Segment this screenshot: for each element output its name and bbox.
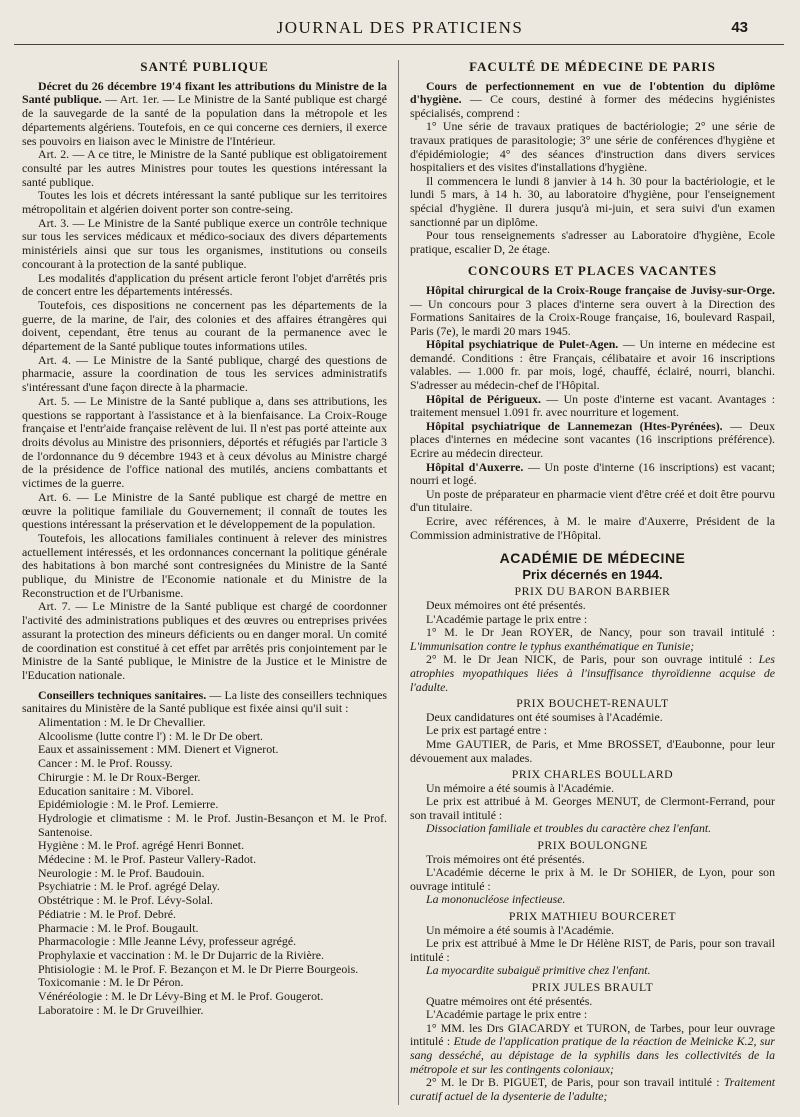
- decree-text: Art. 5. — Le Ministre de la Santé publique a, dans ses attributions, les questions se rapportant à l'assistance et à la bienfaisance. La Croix-Rouge française et l'entr'aide française relèvent de lui. Il n'est pas porté atteinte aux droits dévolus au Ministre des prisonniers, déportés et réfugiés par l'article 3 de l'ordonnance du 9 décembre 1943 et à ceux dévolus au Ministre chargé de la présidence de l'office national des mutilés, anciens combattants et victimes de la guerre.: [22, 393, 387, 491]
- prize-name: PRIX BOUCHET-RENAULT: [516, 696, 669, 711]
- prize-entry-text: 1° MM. les Drs GIACARDY et TURON, de Tarbes, pour leur ouvrage intitulé :: [410, 1020, 775, 1049]
- decree-paragraph: [22, 600, 387, 682]
- advisor-entry: Pharmacologie : Mlle Jeanne Lévy, professeur agrégé.: [38, 934, 297, 949]
- prize-entry-title: La myocardite subaiguë primitive chez l'enfant.: [426, 963, 651, 978]
- course-paragraph: [410, 229, 775, 256]
- advisor-entry: Phtisiologie : M. le Prof. F. Bezançon et M. le Dr Pierre Bourgeois.: [38, 961, 359, 976]
- decree-paragraph: [22, 491, 387, 532]
- prize-entry-title: Dissociation familiale et troubles du caractère chez l'enfant.: [426, 821, 712, 836]
- prize-name: PRIX DU BARON BARBIER: [514, 584, 671, 599]
- prize-name: PRIX JULES BRAULT: [531, 980, 654, 994]
- decree-text: Toutes les lois et décrets intéressant la santé publique sur les territoires métropolitain et algérien doivent porter son contre-seing.: [22, 188, 387, 217]
- prize-line: Quatre mémoires ont été présentés.: [426, 993, 593, 1008]
- vacancy-hospital: Hôpital psychiatrique de Lannemezan (Htes-Pyrénées).: [426, 418, 723, 433]
- advisor-entry: Neurologie : M. le Prof. Baudouin.: [38, 865, 205, 880]
- prizes-block: [410, 585, 775, 1103]
- advisor-entry: Toxicomanie : M. le Dr Péron.: [38, 975, 184, 990]
- prize-entry-text: 2° M. le Dr Jean NICK, de Paris, pour son ouvrage intitulé :: [426, 652, 753, 667]
- vacancy-paragraph: [410, 338, 775, 392]
- vacancy-extra: Un poste de préparateur en pharmacie vient d'être créé et doit être pourvu d'un titulaire.: [410, 486, 775, 515]
- vacancy-hospital: Hôpital d'Auxerre.: [426, 459, 524, 474]
- advisor-entry: Laboratoire : M. le Dr Gruveilhier.: [38, 1002, 204, 1017]
- vacancy-paragraph: [410, 461, 775, 488]
- vacancy-extra: Ecrire, avec références, à M. le maire d'Auxerre, Président de la Commission administrative de l'Hôpital.: [410, 514, 775, 542]
- decree-paragraph: [22, 189, 387, 216]
- advisor-entry: Obstétrique : M. le Prof. Lévy-Solal.: [38, 893, 214, 908]
- decree-text: Art. 2. — A ce titre, le Ministre de la Santé publique est obligatoirement consulté par les autres Ministres pour toutes les questions intéressant la santé publique.: [22, 147, 387, 189]
- prize-entry-text: 1° M. le Dr Jean ROYER, de Nancy, pour son travail intitulé :: [426, 625, 775, 640]
- advisor-entry: Pédiatrie : M. le Prof. Debré.: [38, 906, 177, 921]
- prize-entry-text: 2° M. le Dr B. PIGUET, de Paris, pour son travail intitulé :: [426, 1075, 720, 1090]
- decree-text: Art. 7. — Le Ministre de la Santé publique est chargé de coordonner l'activité des administrations publiques et des œuvres ou entreprises privées assurant la protection des mineurs déficients ou en danger moral. Un comité de coordination est constitué à cet effet par arrêtés pris conjointement par le Ministre de la Santé publique, le Ministre de la Justice et le Ministre de l'Education nationale.: [22, 599, 387, 682]
- advisor-entry: Médecine : M. le Prof. Pasteur Vallery-Radot.: [38, 852, 257, 867]
- advisor-entry: Cancer : M. le Prof. Roussy.: [38, 756, 173, 771]
- decree-paragraph: [22, 148, 387, 189]
- advisor-entry: Education sanitaire : M. Viborel.: [38, 783, 194, 798]
- prize-line: Deux mémoires ont été présentés.: [426, 597, 586, 612]
- advisor-entry: Chirurgie : M. le Dr Roux-Berger.: [38, 769, 201, 784]
- section-title-academie: ACADÉMIE DE MÉDECINE: [499, 550, 686, 567]
- advisor-entry: Hydrologie et climatisme : M. le Prof. Justin-Besançon et M. le Prof. Santenoise.: [38, 810, 387, 839]
- section-title-concours: CONCOURS ET PLACES VACANTES: [467, 263, 718, 279]
- decree-paragraph: [22, 299, 387, 354]
- page-number: 43: [731, 19, 748, 36]
- prize-line: Trois mémoires ont été présentés.: [426, 851, 585, 866]
- right-column: [410, 60, 775, 1103]
- decree-text: Toutefois, ces dispositions ne concernent pas les départements de la guerre, de la marine, de l'air, des colonies et des affaires étrangères qui doivent, cependant, être tenus au courant de la permanence avec le département de la Santé publique toutes informations utiles.: [22, 297, 387, 354]
- advisor-entry: Psychiatrie : M. le Prof. agrégé Delay.: [38, 879, 220, 894]
- header-rule: [14, 44, 784, 45]
- advisor-entry: Pharmacie : M. le Prof. Bougault.: [38, 920, 199, 935]
- vacancy-hospital: Hôpital chirurgical de la Croix-Rouge française de Juvisy-sur-Orge.: [426, 282, 775, 297]
- course-text: — Ce cours, destiné à former des médecins hygiénistes spécialisés, comprend :: [410, 92, 775, 120]
- advisor-entry: Alcoolisme (lutte contre l') : M. le Dr De obert.: [38, 728, 264, 743]
- advisors-list: [22, 716, 387, 1017]
- prize-entry-title: Les atrophies myopathiques liées à l'insuffisance thyroïdienne acquise de l'adulte.: [410, 652, 775, 694]
- decree-paragraph: [22, 395, 387, 491]
- vacancy-paragraph: [410, 284, 775, 338]
- advisors-block: [22, 689, 387, 1018]
- column-divider: [398, 60, 399, 1105]
- section-title-sante: SANTÉ PUBLIQUE: [140, 59, 269, 74]
- advisors-intro: [22, 689, 387, 716]
- decree-title: Décret du 26 décembre 19'4 fixant les attributions du Ministre de la Santé publique.: [22, 78, 387, 107]
- prize-entry: [410, 1076, 775, 1103]
- course-text: 1° Une série de travaux pratiques de bactériologie; 2° une série de travaux pratiques de parasitologie; 3° une série de conférences d'hygiène et d'épidémiologie; 4° des séances d'instruction dans divers services hospitaliers et des visites d'installations d'hygiène.: [410, 119, 775, 175]
- decree-block: [22, 80, 387, 683]
- prize-entry: [410, 893, 775, 907]
- prize-name: PRIX BOULONGNE: [537, 838, 648, 853]
- vacancies-block: [410, 284, 775, 542]
- decree-paragraph: [22, 532, 387, 601]
- prize-line: Le prix est attribué à Mme le Dr Hélène RIST, de Paris, pour son travail intitulé :: [410, 936, 775, 964]
- prize-name: PRIX CHARLES BOULLARD: [511, 767, 674, 782]
- prize-line: L'Académie partage le prix entre :: [426, 1007, 588, 1022]
- prize-entry-title: La mononucléose infectieuse.: [426, 892, 566, 907]
- prize-entry: [410, 964, 775, 978]
- prize-entry: [410, 1022, 775, 1076]
- vacancy-text: — Un interne en médecine est demandé. Conditions : être Français, célibataire et avoir 16 inscriptions valables. — 1.000 fr. par mois, logé, chauffé, éclairé, nourri, blanchi. S'adresser au médecin-chef de l'Hôpital.: [410, 337, 776, 393]
- prize-line: Un mémoire a été soumis à l'Académie.: [426, 780, 615, 795]
- advisor-entry: Eaux et assainissement : MM. Dienert et Vignerot.: [38, 742, 279, 757]
- decree-text: Toutefois, les allocations familiales continuent à relever des ministres actuellement intéressés, et les ordonnances concernant la politique générale des habitations à bon marché sont contresignées du Ministre de la Santé publique, du Ministre de l'Economie nationale et du Ministre de la Reconstruction et de l'Urbanisme.: [22, 530, 387, 600]
- course-title: Cours de perfectionnement en vue de l'obtention du diplôme d'hygiène.: [410, 78, 775, 107]
- prize-line: Le prix est partagé entre :: [426, 723, 548, 738]
- decree-text: Art. 3. — Le Ministre de la Santé publique exerce un contrôle technique sur tous les services médicaux et médico-sociaux des divers départements ministériels ainsi que sur tous les organismes, institutions ou conseils concourant à la protection de la santé publique.: [22, 215, 387, 271]
- advisor-entry: Vénéréologie : M. le Dr Lévy-Bing et M. le Prof. Gougerot.: [38, 989, 324, 1004]
- advisor-entry: Alimentation : M. le Dr Chevallier.: [38, 715, 206, 730]
- prize-line: L'Académie décerne le prix à M. le Dr SOHIER, de Lyon, pour son ouvrage intitulé :: [410, 865, 775, 893]
- vacancy-hospital: Hôpital de Périgueux.: [426, 391, 541, 406]
- prizes-subtitle: Prix décernés en 1944.: [522, 566, 663, 582]
- decree-text: Art. 4. — Le Ministre de la Santé publique, chargé des questions de pharmacie, assure la coordination de tous les services administratifs s'intéressant d'une façon directe à la pharmacie.: [22, 352, 387, 395]
- advisor-entry: Hygiène : M. le Prof. agrégé Henri Bonnet.: [38, 838, 245, 853]
- course-block: [410, 80, 775, 257]
- vacancy-text: — Un poste d'interne (16 inscriptions) est vacant; nourri et logé.: [410, 459, 776, 488]
- advisors-intro-text: — La liste des conseillers techniques sanitaires du Ministère de la Santé publique est fixée ainsi qu'il suit :: [22, 687, 387, 716]
- decree-paragraph: [22, 354, 387, 395]
- prize-name: PRIX MATHIEU BOURCERET: [508, 909, 677, 924]
- running-title: JOURNAL DES PRATICIENS: [276, 18, 524, 37]
- prize-entry: [410, 822, 775, 836]
- vacancy-paragraph: [410, 393, 775, 420]
- decree-text: — Art. 1er. — Le Ministre de la Santé publique est chargé de la sauvegarde de la santé de la population dans la métropole et les départements algériens. Toutefois, en ce qui concerne ces derniers, il exerce ses pouvoirs en liaison avec le Ministre de l'Intérieur.: [22, 92, 387, 148]
- prize-line: Mme GAUTIER, de Paris, et Mme BROSSET, d'Eaubonne, pour leur dévouement aux malades.: [410, 736, 775, 765]
- section-title-faculte: FACULTÉ DE MÉDECINE DE PARIS: [469, 59, 716, 74]
- decree-text: Les modalités d'application du présent article feront l'objet d'arrêtés pris de concert entre les départements intéressés.: [22, 270, 387, 299]
- vacancy-text: — Un concours pour 3 places d'interne sera ouvert à la Direction des Formations Sanitaires de la Croix-Rouge française, 16, boulevard Raspail, Paris (7e), le mardi 20 mars 1945.: [410, 296, 775, 338]
- prize-entry-title: L'immunisation contre le typhus exanthématique en Tunisie;: [410, 638, 695, 653]
- course-paragraph: [410, 120, 775, 174]
- course-text: Il commencera le lundi 8 janvier à 14 h. 30 pour la bactériologie, et le lundi 5 mars, à 14 h. 30, au laboratoire d'hygiène, pour l'enseignement spécial d'hygiène. Il durera jusqu'à mi-juin, et sera suivi d'un examen sanctionné par un diplôme.: [410, 173, 775, 229]
- decree-text: Art. 6. — Le Ministre de la Santé publique est chargé de mettre en œuvre la politique familiale du Gouvernement; il connaît de toutes les questions intéressant la préservation et le développement de la population.: [22, 489, 387, 532]
- prize-line: Un mémoire a été soumis à l'Académie.: [426, 922, 615, 937]
- prize-entry-title: Traitement curatif actuel de la dysenterie de l'adulte;: [410, 1075, 776, 1103]
- prize-line: L'Académie partage le prix entre :: [426, 611, 588, 626]
- course-paragraph: [410, 175, 775, 229]
- vacancy-text: — Un poste d'interne est vacant. Avantages : traitement mensuel 1.091 fr. avec nourriture et logement.: [410, 391, 775, 420]
- page-header: [0, 14, 800, 44]
- course-text: Pour tous renseignements s'adresser au Laboratoire d'hygiène, Ecole pratique, escalier D, 2e étage.: [410, 228, 775, 256]
- vacancy-hospital: Hôpital psychiatrique de Pulet-Agen.: [426, 337, 619, 352]
- prize-line: Deux candidatures ont été soumises à l'Académie.: [426, 709, 663, 724]
- advisor-entry: Epidémiologie : M. le Prof. Lemierre.: [38, 797, 219, 812]
- decree-paragraph: [22, 272, 387, 299]
- prize-entry: [410, 626, 775, 653]
- decree-paragraph: [22, 217, 387, 272]
- course-paragraph: [410, 80, 775, 121]
- prize-entry: [410, 653, 775, 694]
- advisor-entry: Prophylaxie et vaccination : M. le Dr Dujarric de la Rivière.: [38, 948, 324, 962]
- vacancy-paragraph: [410, 420, 775, 461]
- decree-paragraph: [22, 80, 387, 149]
- prize-line: Le prix est attribué à M. Georges MENUT, de Clermont-Ferrand, pour son travail intitulé :: [410, 794, 775, 822]
- left-column: [22, 60, 387, 1018]
- vacancy-text: — Deux places d'internes en médecine sont vacantes (16 inscriptions préférence). Ecrire au médecin directeur.: [410, 418, 775, 461]
- advisors-title: Conseillers techniques sanitaires.: [38, 687, 207, 702]
- prize-entry-title: Etude de l'application pratique de la réaction de Meinicke K.2, sur sang desséché, au dépistage de la syphilis dans les collectivités de la métropole et sur les contingents coloniaux;: [410, 1034, 776, 1076]
